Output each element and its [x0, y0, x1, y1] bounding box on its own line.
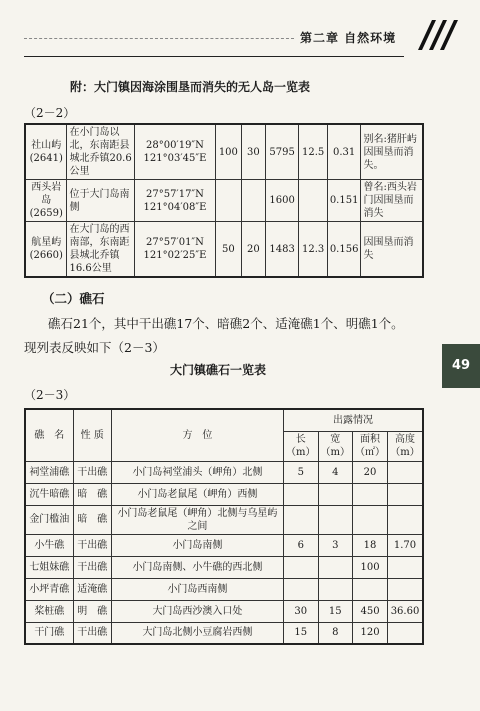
island-cell: 西头岩岛(2659): [25, 180, 67, 222]
reef-cell: 450: [353, 600, 388, 622]
reef-cell: [284, 505, 318, 534]
reef-cell: [388, 483, 423, 505]
reef-cell: [353, 578, 388, 600]
header-location: 方 位: [111, 409, 283, 461]
table2-caption: 大门镇礁石一览表: [170, 363, 267, 377]
paragraph-line-1: 礁石21个，其中干出礁17个、暗礁2个、适淹礁1个、明礁1个。: [48, 316, 404, 331]
island-cell: 曾名:西头岩门因围垦而消失: [361, 180, 423, 222]
header-width: 宽（m）: [318, 431, 352, 461]
header-divider: [24, 56, 404, 57]
reef-row: [25, 556, 423, 578]
reef-cell: 适淹礁: [73, 578, 111, 600]
reef-cell: [284, 556, 318, 578]
paragraph-line-2: 现列表反映如下（2－3）: [24, 340, 165, 355]
reef-cell: [318, 505, 352, 534]
reef-cell: 20: [353, 461, 388, 483]
island-cell: 20: [241, 222, 265, 278]
reef-cell: 干门礁: [25, 622, 73, 644]
reef-cell: 干出礁: [73, 534, 111, 556]
reef-cell: 3: [318, 534, 352, 556]
reef-cell: [318, 556, 352, 578]
reef-cell: 小门岛南侧: [111, 534, 283, 556]
island-cell: 28°00′19″N 121°03′45″E: [135, 124, 216, 180]
reef-row: [25, 578, 423, 600]
reef-cell: 1.70: [388, 534, 423, 556]
reef-cell: 小门岛南侧、小牛礁的西北侧: [111, 556, 283, 578]
reef-cell: 暗 礁: [73, 483, 111, 505]
reef-cell: [353, 505, 388, 534]
reef-cell: 120: [353, 622, 388, 644]
header-height: 高度（m）: [388, 431, 423, 461]
island-cell: 在小门岛以北，东南距县城北乔镇20.6公里: [67, 124, 135, 180]
table1-caption: 附：大门镇因海涂围垦而消失的无人岛一览表: [70, 80, 311, 94]
reef-cell: 小门岛老鼠尾（岬角）西侧: [111, 483, 283, 505]
reef-cell: [284, 578, 318, 600]
reef-cell: 明 礁: [73, 600, 111, 622]
reef-cell: [388, 556, 423, 578]
reef-cell: [388, 578, 423, 600]
table-uninhabited-islands: [24, 123, 424, 278]
reef-cell: 祠堂浦礁: [25, 461, 73, 483]
section-heading: （二）礁石: [42, 291, 105, 306]
reef-row: [25, 483, 423, 505]
reef-row: [25, 622, 423, 644]
island-cell: 12.5: [299, 124, 327, 180]
reef-cell: 金门槛油: [25, 505, 73, 534]
island-row: [25, 180, 423, 222]
header-length: 长（m）: [284, 431, 318, 461]
reef-cell: [353, 483, 388, 505]
island-cell: 27°57′01″N 121°02′25″E: [135, 222, 216, 278]
island-cell: 12.3: [299, 222, 327, 278]
reef-row: [25, 534, 423, 556]
reef-cell: 七姐妹礁: [25, 556, 73, 578]
reef-cell: 15: [284, 622, 318, 644]
island-cell: 别名:猪肝屿因围垦而消失。: [361, 124, 423, 180]
reef-cell: [388, 505, 423, 534]
island-cell: 位于大门岛南侧: [67, 180, 135, 222]
reef-cell: 小门岛西南侧: [111, 578, 283, 600]
reef-cell: 30: [284, 600, 318, 622]
reef-cell: 干出礁: [73, 461, 111, 483]
island-cell: 社山屿(2641): [25, 124, 67, 180]
island-cell: [241, 180, 265, 222]
reef-cell: [388, 622, 423, 644]
reef-cell: 8: [318, 622, 352, 644]
reef-cell: 干出礁: [73, 556, 111, 578]
island-cell: 50: [215, 222, 241, 278]
reef-cell: 4: [318, 461, 352, 483]
island-cell: 30: [241, 124, 265, 180]
island-cell: 5795: [265, 124, 299, 180]
reef-cell: 桨桩礁: [25, 600, 73, 622]
reef-cell: 小门岛祠堂浦头（岬角）北侧: [111, 461, 283, 483]
reef-cell: 5: [284, 461, 318, 483]
table-reefs: [24, 408, 424, 645]
island-cell: 1600: [265, 180, 299, 222]
table1-number: （2－2）: [24, 106, 76, 120]
reef-cell: [318, 578, 352, 600]
island-cell: [215, 180, 241, 222]
page-header: [0, 0, 480, 60]
reef-row: [25, 600, 423, 622]
reef-cell: 小门岛老鼠尾（岬角）北侧与乌星屿之间: [111, 505, 283, 534]
island-cell: 0.31: [327, 124, 361, 180]
reef-cell: [284, 483, 318, 505]
island-cell: 1483: [265, 222, 299, 278]
reef-cell: 6: [284, 534, 318, 556]
header-nature: 性 质: [73, 409, 111, 461]
header-exposure: 出露情况: [284, 409, 423, 431]
reef-cell: 15: [318, 600, 352, 622]
reef-cell: 100: [353, 556, 388, 578]
reef-cell: 18: [353, 534, 388, 556]
reef-cell: 暗 礁: [73, 505, 111, 534]
table2-number: （2－3）: [24, 388, 76, 402]
island-cell: 100: [215, 124, 241, 180]
reef-cell: 36.60: [388, 600, 423, 622]
island-row: [25, 124, 423, 180]
island-cell: 因围垦而消失: [361, 222, 423, 278]
island-cell: [299, 180, 327, 222]
reef-cell: 沉牛暗礁: [25, 483, 73, 505]
reef-row: [25, 461, 423, 483]
reef-cell: 大门岛北侧小豆腐岩西侧: [111, 622, 283, 644]
reef-cell: 小坪青礁: [25, 578, 73, 600]
island-row: [25, 222, 423, 278]
header-name: 礁 名: [25, 409, 73, 461]
header-rule: [24, 38, 294, 39]
header-area: 面积（㎡）: [353, 431, 388, 461]
island-cell: 27°57′17″N 121°04′08″E: [135, 180, 216, 222]
reef-cell: 大门岛西沙澳入口处: [111, 600, 283, 622]
island-cell: 0.156: [327, 222, 361, 278]
reef-cell: 小牛礁: [25, 534, 73, 556]
page-number-tab: 49: [442, 344, 480, 388]
island-cell: 0.151: [327, 180, 361, 222]
reef-cell: [388, 461, 423, 483]
reef-cell: 干出礁: [73, 622, 111, 644]
reef-cell: [318, 483, 352, 505]
reef-row: [25, 505, 423, 534]
chapter-title: 第二章 自然环境: [300, 31, 397, 45]
island-cell: 航星屿(2660): [25, 222, 67, 278]
island-cell: 在大门岛的西南部，东南距县城北乔镇16.6公里: [67, 222, 135, 278]
